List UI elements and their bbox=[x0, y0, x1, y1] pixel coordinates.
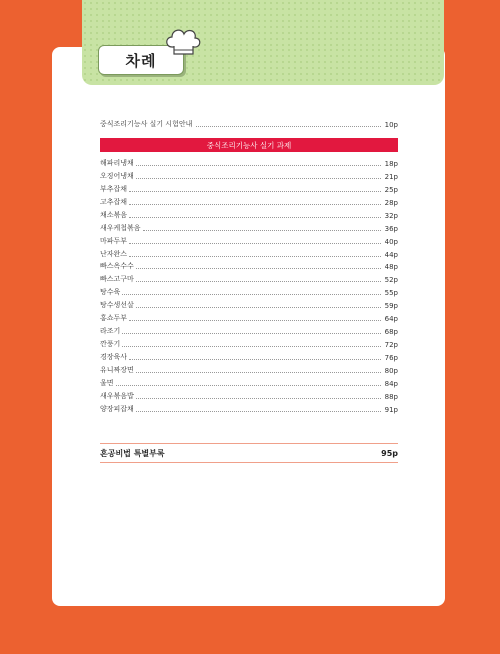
leader-dots bbox=[129, 217, 381, 218]
toc-item[interactable] bbox=[100, 349, 398, 362]
toc-item-page: 76p bbox=[384, 354, 398, 362]
toc-item[interactable] bbox=[100, 323, 398, 336]
page-title: 차례 bbox=[125, 51, 157, 70]
leader-dots bbox=[136, 411, 381, 412]
toc-item[interactable] bbox=[100, 233, 398, 246]
toc-item-name: 빠스고구마 bbox=[100, 275, 134, 284]
leader-dots bbox=[122, 346, 380, 347]
toc-item[interactable] bbox=[100, 181, 398, 194]
toc-item[interactable] bbox=[100, 297, 398, 310]
toc-item[interactable] bbox=[100, 362, 398, 375]
exam-guide-row[interactable] bbox=[100, 117, 398, 129]
toc-item-page: 44p bbox=[384, 250, 398, 259]
toc-item-page: 64p bbox=[384, 315, 398, 324]
toc-item-name: 난자완스 bbox=[100, 249, 128, 258]
toc-item-page: 88p bbox=[384, 392, 398, 401]
leader-dots bbox=[129, 256, 381, 257]
toc-item-page: 91p bbox=[384, 405, 398, 414]
toc-item-page: 52p bbox=[384, 276, 398, 285]
bonus-label: 혼공비법 특별부록 bbox=[100, 448, 165, 458]
toc-item-page: 80p bbox=[384, 366, 398, 375]
toc-item-name: 고추잡채 bbox=[100, 197, 128, 206]
toc-list bbox=[100, 155, 398, 414]
toc-item-name: 오징어냉채 bbox=[100, 171, 134, 180]
toc-item-name: 라조기 bbox=[100, 327, 121, 336]
toc-item-name: 울면 bbox=[100, 378, 114, 387]
leader-dots bbox=[196, 126, 380, 127]
leader-dots bbox=[136, 281, 381, 282]
toc-item-name: 빠스옥수수 bbox=[100, 262, 134, 271]
toc-item-name: 홍쇼두부 bbox=[100, 314, 128, 323]
divider bbox=[100, 462, 398, 463]
toc-item-name: 새우케첩볶음 bbox=[100, 223, 141, 232]
toc-item[interactable] bbox=[100, 207, 398, 220]
section-header bbox=[100, 138, 398, 152]
toc-item-name: 새우볶음밥 bbox=[100, 391, 134, 400]
toc-item-page: 21p bbox=[384, 172, 398, 181]
toc-item[interactable] bbox=[100, 336, 398, 349]
chef-hat-icon bbox=[163, 25, 203, 59]
toc-item[interactable] bbox=[100, 388, 398, 401]
section-title: 중식조리기능사 실기 과제 bbox=[206, 140, 292, 150]
leader-dots bbox=[143, 230, 381, 231]
toc-item[interactable] bbox=[100, 284, 398, 297]
toc-item-page: 36p bbox=[384, 224, 398, 233]
leader-dots bbox=[136, 372, 381, 373]
toc-item-page: 28p bbox=[384, 198, 398, 207]
leader-dots bbox=[136, 268, 381, 269]
toc-item-name: 경장육사 bbox=[100, 353, 128, 361]
toc-item[interactable] bbox=[100, 375, 398, 388]
toc-item-page: 59p bbox=[384, 302, 398, 311]
exam-guide-page: 10p bbox=[384, 121, 398, 129]
toc-item[interactable] bbox=[100, 194, 398, 207]
toc-item-name: 부추잡채 bbox=[100, 184, 128, 193]
toc-item-name: 마파두부 bbox=[100, 236, 128, 245]
toc-item-name: 깐풍기 bbox=[100, 340, 121, 349]
leader-dots bbox=[116, 385, 381, 386]
toc-item-page: 40p bbox=[384, 237, 398, 246]
toc-item[interactable] bbox=[100, 168, 398, 181]
leader-dots bbox=[136, 307, 381, 308]
toc-item-name: 양장피잡채 bbox=[100, 404, 134, 413]
leader-dots bbox=[129, 243, 381, 244]
toc-item-page: 84p bbox=[384, 379, 398, 388]
toc-item-page: 55p bbox=[384, 289, 398, 298]
toc-item[interactable] bbox=[100, 220, 398, 233]
toc-item-name: 채소볶음 bbox=[100, 210, 128, 219]
toc-item[interactable] bbox=[100, 271, 398, 284]
toc-item-page: 18p bbox=[384, 159, 398, 168]
toc-item[interactable] bbox=[100, 259, 398, 272]
leader-dots bbox=[129, 359, 381, 360]
toc-item-name: 해파리냉채 bbox=[100, 158, 134, 167]
toc-item-page: 32p bbox=[384, 211, 398, 220]
toc-item-page: 25p bbox=[384, 185, 398, 194]
divider bbox=[100, 443, 398, 444]
leader-dots bbox=[122, 333, 380, 334]
toc-item[interactable] bbox=[100, 310, 398, 323]
toc-item-page: 72p bbox=[384, 341, 398, 350]
leader-dots bbox=[136, 165, 381, 166]
exam-guide-label: 중식조리기능사 실기 시험안내 bbox=[100, 120, 193, 128]
bonus-appendix-row[interactable] bbox=[100, 446, 398, 460]
toc-item-name: 탕수생선살 bbox=[100, 301, 134, 310]
bonus-page: 95p bbox=[381, 448, 398, 458]
toc-item-page: 48p bbox=[384, 263, 398, 272]
leader-dots bbox=[129, 204, 381, 205]
leader-dots bbox=[122, 294, 380, 295]
leader-dots bbox=[136, 398, 381, 399]
leader-dots bbox=[129, 320, 381, 321]
leader-dots bbox=[129, 191, 381, 192]
leader-dots bbox=[136, 178, 381, 179]
toc-item[interactable] bbox=[100, 401, 398, 414]
toc-item-name: 탕수육 bbox=[100, 288, 121, 297]
toc-item[interactable] bbox=[100, 155, 398, 168]
toc-item-name: 유니짜장면 bbox=[100, 365, 134, 374]
toc-item-page: 68p bbox=[384, 328, 398, 337]
toc-item[interactable] bbox=[100, 246, 398, 259]
